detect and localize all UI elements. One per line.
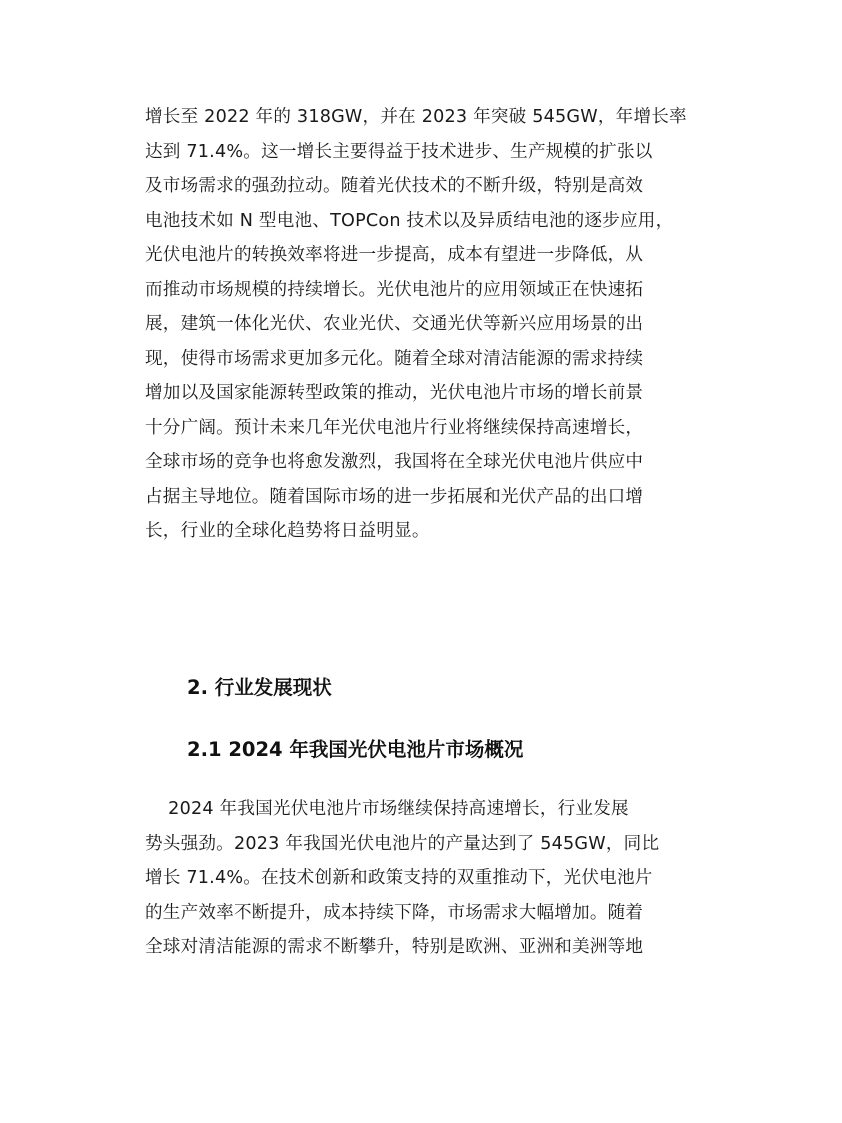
body-paragraph — [145, 792, 705, 965]
text-line: 增长至 2022 年的 318GW，并在 2023 年突破 545GW，年增长率 — [145, 107, 687, 127]
text-line: 的生产效率不断提升，成本持续下降，市场需求大幅增加。随着 — [145, 902, 644, 923]
text-line: 势头强劲。2023 年我国光伏电池片的产量达到了 545GW，同比 — [145, 833, 660, 854]
text-line: 十分广阔。预计未来几年光伏电池片行业将继续保持高速增长， — [145, 417, 644, 438]
text-line: 全球对清洁能源的需求不断攀升，特别是欧洲、亚洲和美洲等地 — [145, 937, 644, 957]
section-heading: 2. 行业发展现状 — [187, 676, 332, 699]
text-line: 增加以及国家能源转型政策的推动，光伏电池片市场的增长前景 — [145, 383, 644, 403]
text-line: 2024 年我国光伏电池片市场继续保持高速增长，行业发展 — [145, 799, 629, 819]
text-line: 现，使得市场需求更加多元化。随着全球对清洁能源的需求持续 — [145, 348, 644, 369]
text-line: 展，建筑一体化光伏、农业光伏、交通光伏等新兴应用场景的出 — [145, 314, 644, 334]
text-line: 达到 71.4%。这一增长主要得益于技术进步、生产规模的扩张以 — [145, 141, 653, 162]
subsection-heading: 2.1 2024 年我国光伏电池片市场概况 — [187, 738, 524, 761]
text-line: 电池技术如 N 型电池、TOPCon 技术以及异质结电池的逐步应用， — [145, 210, 674, 231]
body-paragraph — [145, 100, 705, 549]
text-line: 全球市场的竞争也将愈发激烈，我国将在全球光伏电池片供应中 — [145, 452, 644, 472]
text-line: 而推动市场规模的持续增长。光伏电池片的应用领域正在快速拓 — [145, 279, 644, 300]
text-line: 光伏电池片的转换效率将进一步提高，成本有望进一步降低，从 — [145, 245, 644, 265]
text-line: 占据主导地位。随着国际市场的进一步拓展和光伏产品的出口增 — [145, 486, 644, 507]
text-line: 及市场需求的强劲拉动。随着光伏技术的不断升级，特别是高效 — [145, 176, 644, 196]
text-line: 增长 71.4%。在技术创新和政策支持的双重推动下，光伏电池片 — [145, 868, 653, 888]
text-line: 长，行业的全球化趋势将日益明显。 — [145, 521, 430, 541]
